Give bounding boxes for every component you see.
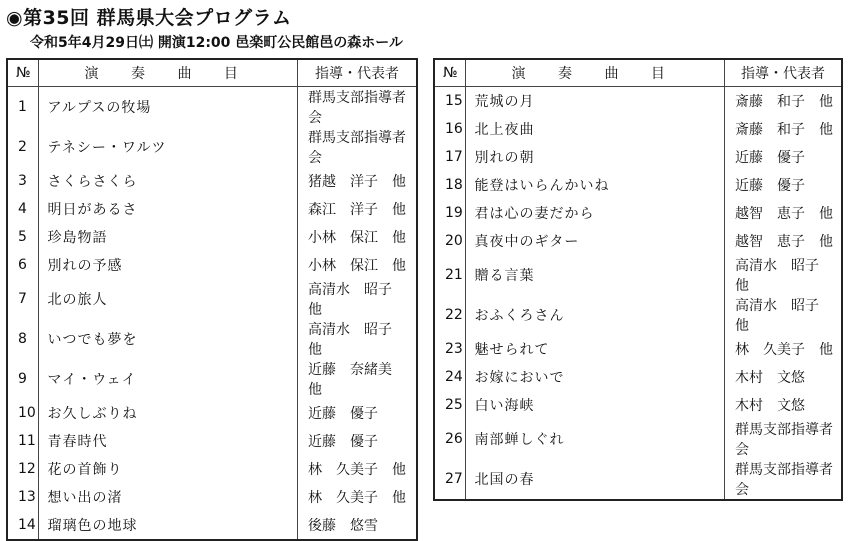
row-number: 10 bbox=[7, 399, 39, 427]
leader-name: 斎藤 和子 他 bbox=[724, 115, 842, 143]
table-row bbox=[434, 143, 842, 171]
row-number: 1 bbox=[7, 87, 39, 128]
row-number: 21 bbox=[434, 255, 466, 295]
song-title: 瑠璃色の地球 bbox=[39, 511, 298, 540]
table-row bbox=[7, 167, 417, 195]
leader-name: 森江 洋子 他 bbox=[298, 195, 418, 223]
song-title: マイ・ウェイ bbox=[39, 359, 298, 399]
table-row bbox=[7, 511, 417, 540]
row-number: 16 bbox=[434, 115, 466, 143]
song-title: 明日があるさ bbox=[39, 195, 298, 223]
header-no: № bbox=[434, 59, 466, 87]
song-title: アルプスの牧場 bbox=[39, 87, 298, 128]
song-title: 南部蝉しぐれ bbox=[466, 419, 725, 459]
row-number: 27 bbox=[434, 459, 466, 500]
program-table-left bbox=[6, 58, 418, 541]
table-row bbox=[434, 391, 842, 419]
leader-name: 越智 恵子 他 bbox=[724, 199, 842, 227]
row-number: 20 bbox=[434, 227, 466, 255]
table-row bbox=[434, 459, 842, 500]
row-number: 14 bbox=[7, 511, 39, 540]
song-title: 能登はいらんかいね bbox=[466, 171, 725, 199]
table-row bbox=[7, 399, 417, 427]
table-row bbox=[7, 127, 417, 167]
leader-name: 群馬支部指導者会 bbox=[298, 87, 418, 128]
leader-name: 林 久美子 他 bbox=[298, 483, 418, 511]
row-number: 8 bbox=[7, 319, 39, 359]
leader-name: 後藤 悠雪 bbox=[298, 511, 418, 540]
program-title: ◉第35回 群馬県大会プログラム bbox=[6, 7, 292, 29]
leader-name: 近藤 優子 bbox=[298, 399, 418, 427]
leader-name: 小林 保江 他 bbox=[298, 251, 418, 279]
table-row bbox=[7, 427, 417, 455]
leader-name: 近藤 奈緒美 他 bbox=[298, 359, 418, 399]
song-title: 荒城の月 bbox=[466, 87, 725, 116]
row-number: 25 bbox=[434, 391, 466, 419]
header-row bbox=[7, 59, 417, 87]
table-row bbox=[434, 255, 842, 295]
leader-name: 高清水 昭子 他 bbox=[298, 279, 418, 319]
leader-name: 高清水 昭子 他 bbox=[724, 295, 842, 335]
table-row bbox=[434, 363, 842, 391]
leader-name: 林 久美子 他 bbox=[724, 335, 842, 363]
leader-name: 高清水 昭子 他 bbox=[724, 255, 842, 295]
row-number: 9 bbox=[7, 359, 39, 399]
song-title: 北国の春 bbox=[466, 459, 725, 500]
leader-name: 小林 保江 他 bbox=[298, 223, 418, 251]
header-song: 演 奏 曲 目 bbox=[39, 59, 298, 87]
table-row bbox=[7, 87, 417, 128]
leader-name: 群馬支部指導者会 bbox=[724, 459, 842, 500]
song-title: お嫁においで bbox=[466, 363, 725, 391]
row-number: 19 bbox=[434, 199, 466, 227]
right-table-body bbox=[434, 87, 842, 501]
row-number: 2 bbox=[7, 127, 39, 167]
song-title: 君は心の妻だから bbox=[466, 199, 725, 227]
song-title: さくらさくら bbox=[39, 167, 298, 195]
row-number: 13 bbox=[7, 483, 39, 511]
song-title: 白い海峡 bbox=[466, 391, 725, 419]
song-title: 青春時代 bbox=[39, 427, 298, 455]
leader-name: 林 久美子 他 bbox=[298, 455, 418, 483]
song-title: 北の旅人 bbox=[39, 279, 298, 319]
header-no: № bbox=[7, 59, 39, 87]
table-row bbox=[7, 319, 417, 359]
song-title: 真夜中のギター bbox=[466, 227, 725, 255]
table-row bbox=[434, 87, 842, 116]
table-row bbox=[7, 483, 417, 511]
song-title: おふくろさん bbox=[466, 295, 725, 335]
event-info: 令和5年4月29日㈯ 開演12:00 邑楽町公民館邑の森ホール bbox=[30, 35, 403, 51]
song-title: いつでも夢を bbox=[39, 319, 298, 359]
leader-name: 群馬支部指導者会 bbox=[724, 419, 842, 459]
program-table-right bbox=[433, 58, 843, 501]
header-leader: 指導・代表者 bbox=[298, 59, 418, 87]
row-number: 6 bbox=[7, 251, 39, 279]
table-row bbox=[7, 223, 417, 251]
table-row bbox=[434, 227, 842, 255]
song-title: 別れの予感 bbox=[39, 251, 298, 279]
song-title: 魅せられて bbox=[466, 335, 725, 363]
table-row bbox=[7, 279, 417, 319]
song-title: 珍島物語 bbox=[39, 223, 298, 251]
table-row bbox=[434, 335, 842, 363]
row-number: 11 bbox=[7, 427, 39, 455]
row-number: 22 bbox=[434, 295, 466, 335]
table-row bbox=[7, 359, 417, 399]
song-title: 花の首飾り bbox=[39, 455, 298, 483]
row-number: 15 bbox=[434, 87, 466, 116]
leader-name: 猪越 洋子 他 bbox=[298, 167, 418, 195]
header-row bbox=[434, 59, 842, 87]
leader-name: 木村 文悠 bbox=[724, 363, 842, 391]
row-number: 3 bbox=[7, 167, 39, 195]
row-number: 17 bbox=[434, 143, 466, 171]
header-leader: 指導・代表者 bbox=[724, 59, 842, 87]
left-table-body bbox=[7, 87, 417, 541]
table-row bbox=[434, 199, 842, 227]
song-title: 別れの朝 bbox=[466, 143, 725, 171]
row-number: 23 bbox=[434, 335, 466, 363]
table-row bbox=[434, 419, 842, 459]
row-number: 4 bbox=[7, 195, 39, 223]
leader-name: 斎藤 和子 他 bbox=[724, 87, 842, 116]
song-title: 想い出の渚 bbox=[39, 483, 298, 511]
table-row bbox=[434, 115, 842, 143]
row-number: 26 bbox=[434, 419, 466, 459]
table-row bbox=[7, 251, 417, 279]
row-number: 5 bbox=[7, 223, 39, 251]
table-row bbox=[434, 171, 842, 199]
table-row bbox=[7, 455, 417, 483]
row-number: 18 bbox=[434, 171, 466, 199]
leader-name: 群馬支部指導者会 bbox=[298, 127, 418, 167]
leader-name: 高清水 昭子 他 bbox=[298, 319, 418, 359]
row-number: 12 bbox=[7, 455, 39, 483]
song-title: 贈る言葉 bbox=[466, 255, 725, 295]
leader-name: 近藤 優子 bbox=[724, 171, 842, 199]
leader-name: 木村 文悠 bbox=[724, 391, 842, 419]
leader-name: 近藤 優子 bbox=[724, 143, 842, 171]
table-row bbox=[7, 195, 417, 223]
song-title: テネシー・ワルツ bbox=[39, 127, 298, 167]
leader-name: 越智 恵子 他 bbox=[724, 227, 842, 255]
row-number: 24 bbox=[434, 363, 466, 391]
song-title: お久しぶりね bbox=[39, 399, 298, 427]
leader-name: 近藤 優子 bbox=[298, 427, 418, 455]
row-number: 7 bbox=[7, 279, 39, 319]
table-row bbox=[434, 295, 842, 335]
header-song: 演 奏 曲 目 bbox=[466, 59, 725, 87]
song-title: 北上夜曲 bbox=[466, 115, 725, 143]
